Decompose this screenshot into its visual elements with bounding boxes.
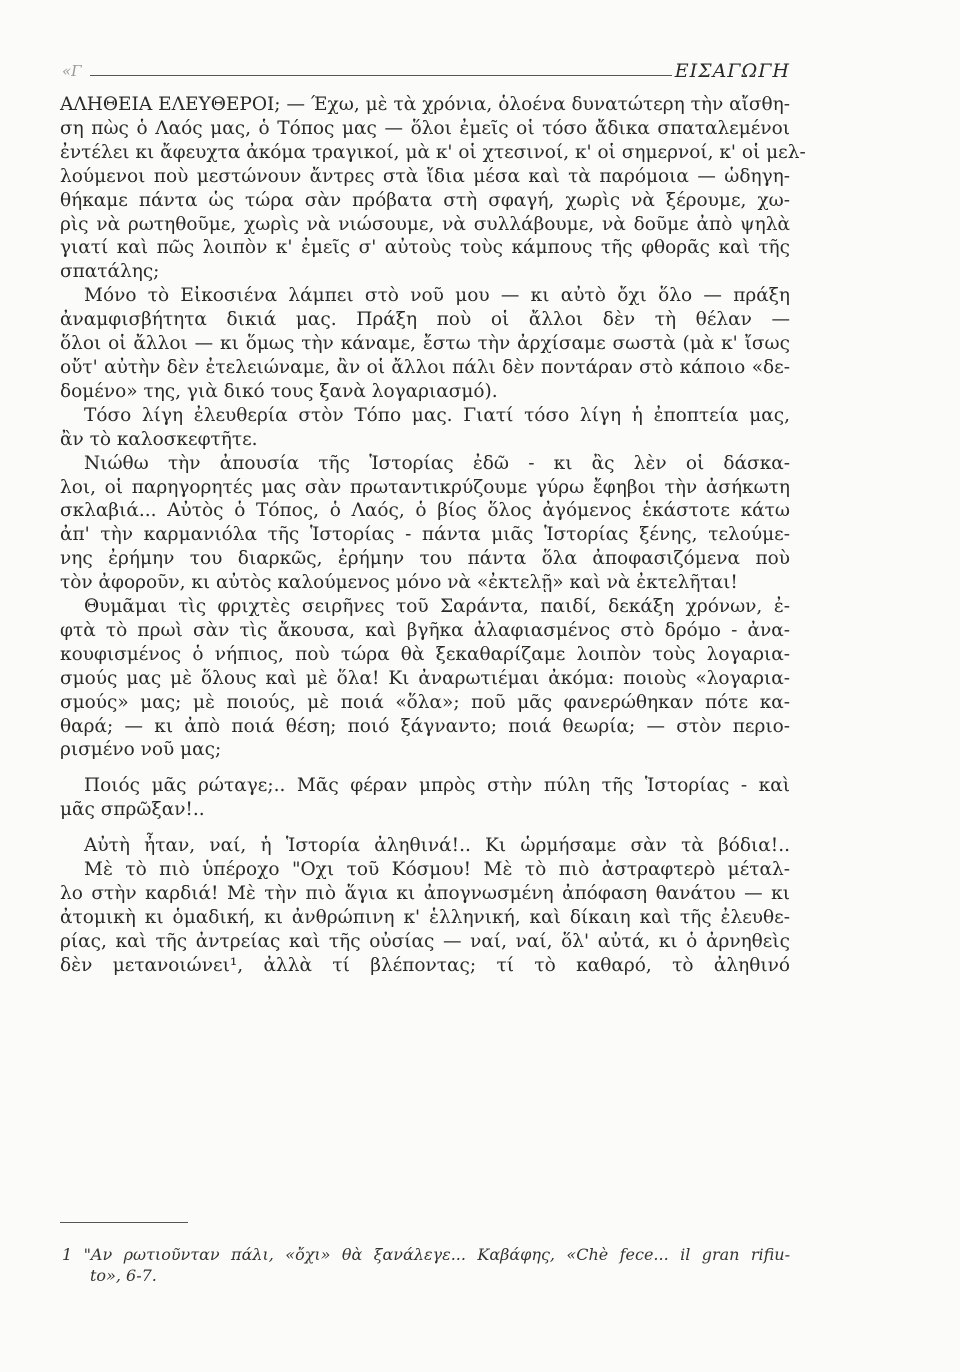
text-line: δὲν μετανοιώνει¹, ἀλλὰ τί βλέποντας; τί τὸ καθαρό, τὸ ἀληθινό bbox=[60, 954, 790, 976]
body-text bbox=[60, 93, 806, 978]
text-line: ρισμένο νοῦ μας; bbox=[60, 739, 222, 761]
footnote-rule bbox=[60, 1222, 188, 1223]
text-line: ἀπ' τὴν καρμανιόλα τῆς Ἱστορίας - πάντα μιᾶς Ἱστορίας ξένης, τελούμε- bbox=[60, 524, 790, 546]
running-header bbox=[60, 58, 790, 88]
text-line: σκλαβιά... Αὐτὸς ὁ Τόπος, ὁ Λαός, ὁ βίος ὅλος ἀγόμενος ἑκάστοτε κάτω bbox=[60, 500, 790, 522]
text-line: Ποιός μᾶς ρώταγε;.. Μᾶς φέραν μπρὸς στὴν πύλη τῆς Ἱστορίας - καὶ bbox=[84, 775, 790, 797]
text-line: ση πὼς ὁ Λαός μας, ὁ Τόπος μας — ὅλοι ἐμεῖς οἱ τόσο ἄδικα σπαταλεμένοι bbox=[60, 117, 790, 139]
text-line: ἀναμφισβήτητα δικιά μας. Πράξη ποὺ οἱ ἄλλοι δὲν τὴ θέλαν — bbox=[60, 309, 790, 331]
header-mark: «Γ bbox=[62, 62, 82, 80]
text-line: θαρά; — κι ἀπὸ ποιά θέση; ποιό ξάγναντο; ποιά θεωρία; — στὸν περιο- bbox=[60, 715, 790, 737]
text-line: δομένο» της, γιὰ δικό τους ξανὰ λογαριασμό). bbox=[60, 380, 498, 402]
footnote bbox=[60, 1244, 790, 1286]
text-line: ρίας, καὶ τῆς ἀντρείας καὶ τῆς οὐσίας — ναί, ναί, ὅλ' αὐτά, κι ὁ ἀρνηθεὶς bbox=[60, 930, 790, 952]
text-line: σμούς μας μὲ ὅλους καὶ μὲ ὅλα! Κι ἀναρωτιέμαι ἀκόμα: ποιοὺς «λογαρια- bbox=[60, 667, 790, 689]
text-line: ἐντέλει κι ἄφευχτα ἀκόμα τραγικοί, μὰ κ' οἱ χτεσινοί, κ' οἱ σημερνοί, κ' οἱ μελ- bbox=[60, 141, 806, 163]
text-line: φτὰ τὸ πρωὶ σὰν τὶς ἄκουσα, καὶ βγῆκα ἀλαφιασμένος στὸ δρόμο - ἀνα- bbox=[60, 619, 790, 641]
text-line: λο στὴν καρδιά! Μὲ τὴν πιὸ ἅγια κι ἀπογνωσμένη ἀπόφαση θανάτου — κι bbox=[60, 883, 790, 904]
text-line: ἂν τὸ καλοσκεφτῆτε. bbox=[60, 428, 258, 450]
text-line: ρὶς νὰ ρωτηθοῦμε, χωρὶς νὰ νιώσουμε, νὰ συλλάβουμε, νὰ δοῦμε ἀπὸ ψηλὰ bbox=[60, 213, 790, 235]
text-line: Νιώθω τὴν ἀπουσία τῆς Ἱστορίας ἐδῶ - κι ἂς λὲν οἱ δάσκα- bbox=[84, 452, 790, 474]
text-line: Αὐτὴ ἦταν, ναί, ἡ Ἱστορία ἀληθινά!.. Κι ὡρμήσαμε σὰν τὰ βόδια!.. bbox=[84, 835, 790, 857]
text-line: Μὲ τὸ πιὸ ὑπέροχο "Οχι τοῦ Κόσμου! Μὲ τὸ πιὸ ἀστραφτερὸ μέταλ- bbox=[84, 859, 790, 881]
text-line: λοι, οἱ παρηγορητές μας σὰν πρωταντικρύζουμε γύρω ἔφηβοι τὴν ἀσήκωτη bbox=[60, 476, 790, 498]
text-line: οὔτ' αὐτὴν δὲν ἐτελειώναμε, ἂν οἱ ἄλλοι πάλι δὲν ποντάραν στὸ κάποιο «δε- bbox=[60, 356, 790, 378]
footnote-line: to», 6-7. bbox=[90, 1266, 157, 1285]
text-line: τὸν ἀφοροῦν, κι αὐτὸς καλούμενος μόνο νὰ «ἐκτελῇ» καὶ νὰ ἐκτελῆται! bbox=[60, 572, 738, 594]
text-line: Μόνο τὸ Εἰκοσιένα λάμπει στὸ νοῦ μου — κι αὐτὸ ὄχι ὅλο — πράξη bbox=[84, 285, 790, 307]
header-rule bbox=[90, 75, 672, 76]
text-line: μᾶς σπρῶξαν!.. bbox=[60, 799, 205, 821]
text-line: θήκαμε πάντα ὡς τώρα σὰν πρόβατα στὴ σφαγή, χωρὶς νὰ ξέρουμε, χω- bbox=[60, 189, 790, 211]
chapter-title: ΕΙΣΑΓΩΓΗ bbox=[674, 60, 790, 82]
footnote-line: 1 "Αν ρωτιοῦνταν πάλι, «ὄχι» θὰ ξανάλεγε... Καβάφης, «Chè fece... il gran rifiu- bbox=[62, 1245, 790, 1264]
text-line: νης ἐρήμην του διαρκῶς, ἐρήμην του πάντα ὅλα ἀποφασιζόμενα ποὺ bbox=[60, 548, 790, 570]
text-line: Τόσο λίγη ἐλευθερία στὸν Τόπο μας. Γιατί τόσο λίγη ἡ ἐποπτεία μας, bbox=[84, 404, 790, 426]
text-line: ΑΛΗΘΕΙΑ ΕΛΕΥΘΕΡΟΙ; — Έχω, μὲ τὰ χρόνια, ὁλοένα δυνατώτερη τὴν αἴσθη- bbox=[60, 94, 790, 115]
text-line: ὅλοι οἱ ἄλλοι — κι ὅμως τὴν κάναμε, ἔστω τὴν ἀρχίσαμε σωστὰ (μὰ κ' ἴσως bbox=[60, 333, 790, 355]
text-line: κουφισμένος ὁ νήπιος, ποὺ τώρα θὰ ξεκαθαρίζαμε λοιπὸν τοὺς λογαρια- bbox=[60, 643, 790, 665]
text-line: σπατάλης; bbox=[60, 261, 160, 283]
text-line: σμούς» μας; μὲ ποιούς, μὲ ποιά «ὅλα»; ποῦ μᾶς φανερώθηκαν πότε κα- bbox=[60, 691, 790, 713]
text-line: Θυμᾶμαι τὶς φριχτὲς σειρῆνες τοῦ Σαράντα, παιδί, δεκάξη χρόνων, ἐ- bbox=[84, 596, 790, 618]
text-line: γιατί καὶ πῶς λοιπὸν κ' ἐμεῖς σ' αὐτοὺς τοὺς κάμπους τῆς φθορᾶς καὶ τῆς bbox=[60, 237, 790, 259]
text-line: λούμενοι ποὺ μεστώνουν ἄντρες στὰ ἴδια μέσα καὶ τὰ παρόμοια — ὡδηγη- bbox=[60, 165, 790, 187]
text-line: ἀτομικὴ κι ὁμαδική, κι ἀνθρώπινη κ' ἑλληνική, καὶ δίκαιη καὶ τῆς ἐλευθε- bbox=[60, 906, 790, 928]
